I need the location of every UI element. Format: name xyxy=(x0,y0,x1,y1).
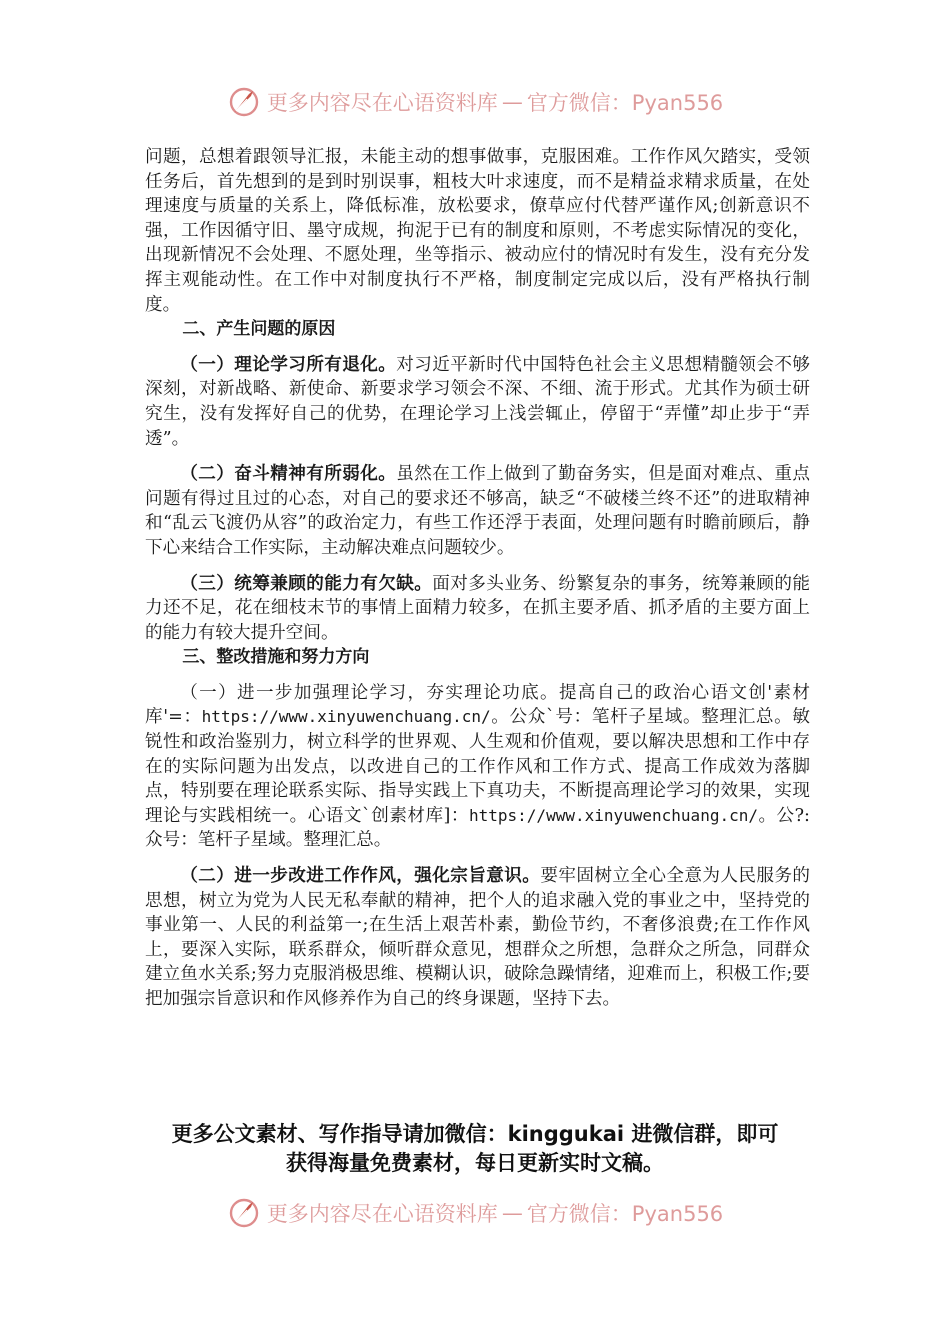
section-heading-measures: 三、整改措施和努力方向 xyxy=(182,647,370,668)
cause-3-body: 面对多头业务、纷繁复杂的事务，统筹兼顾的能力还不足，花在细枝末节的事情上面精力较多，在抓主要矛盾、抓矛盾的主要方面上的能力有较大提升空间。 xyxy=(145,573,810,643)
cause-1-title: （一）理论学习所有退化。 xyxy=(180,354,397,375)
watermark-dash: — xyxy=(501,1201,523,1225)
promo-line-2: 获得海量免费素材，每日更新实时文稿。 xyxy=(286,1151,664,1175)
paragraph-continued: 问题，总想着跟领导汇报，未能主动的想事做事，克服困难。工作作风欠踏实，受领任务后，首先想到的是到时别误事，粗枝大叶求速度，而不是精益求精求质量，在处理速度与质量的关系上，降低标准，放松要求，僚草应付代替严谨作风;创新意识不强，工作因循守旧、墨守成规，拘泥于已有的制度和原则，不考虑实际情况的变化，出现新情况不会处理、不愿处理，坐等指示、被动应付的情况时有发生，没有充分发挥主观能动性。在工作中对制度执行不严格，制度制定完成以后，没有严格执行制度。 xyxy=(145,147,810,315)
footer-watermark xyxy=(0,1193,950,1233)
measure-1-text-b: 。公众`号：笔杆子星域。整理汇总。敏锐性和政治鉴别力，树立科学的世界观、人生观和价值观，要以解决思想和工作中存在的实际问题为出发点，以改进自己的工作作风和工作方式、提高工作成效为落脚点，特别要在理论联系实际、指导实践上下真功夫，不断提高理论学习的效果，实现理论与实践相统一。心语文`创素材库]： xyxy=(145,707,810,826)
watermark-dash: — xyxy=(501,90,523,114)
promo-line-1: 更多公文素材、写作指导请加微信：kinggukai 进微信群，即可 xyxy=(171,1122,779,1146)
measure-1-text-c: 。公?:众号：笔杆子星域。整理汇总。 xyxy=(145,805,810,851)
watermark-left-text: 更多内容尽在心语资料库 xyxy=(266,91,498,115)
watermark-right-text: 官方微信：Pyan556 xyxy=(526,1202,724,1226)
cause-3-title: （三）统筹兼顾的能力有欠缺。 xyxy=(180,573,433,594)
paragraph-measure-2 xyxy=(145,864,810,1012)
watermark-left-text: 更多内容尽在心语资料库 xyxy=(266,1202,498,1226)
paragraph-cause-2 xyxy=(145,462,810,560)
paragraph-cause-3 xyxy=(145,572,810,646)
paragraph-cause-1 xyxy=(145,353,810,451)
paragraph-measure-1 xyxy=(145,681,810,853)
header-watermark xyxy=(0,82,950,122)
promo-banner xyxy=(0,1120,950,1178)
cause-2-body: 虽然在工作上做到了勤奋务实，但是面对难点、重点问题有得过且过的心态，对自己的要求还不够高，缺乏“不破楼兰终不还”的进取精神和“乱云飞渡仍从容”的政治定力，有些工作还浮于表面，处理问题有时瞻前顾后，静下心来结合工作实际，主动解决难点问题较少。 xyxy=(145,464,810,558)
cause-2-title: （二）奋斗精神有所弱化。 xyxy=(180,464,397,485)
watermark-right-text: 官方微信：Pyan556 xyxy=(526,91,724,115)
quill-logo-icon xyxy=(227,1196,261,1230)
section-heading-causes: 二、产生问题的原因 xyxy=(182,319,336,340)
measure-2-title: （二）进一步改进工作作风，强化宗旨意识。 xyxy=(180,866,541,887)
measure-1-link-2[interactable]: https://www.xinyuwenchuang.cn/ xyxy=(469,805,758,825)
cause-1-body: 对习近平新时代中国特色社会主义思想精髓领会不够深刻，对新战略、新使命、新要求学习领会不深、不细、流于形式。尤其作为硕士研究生，没有发挥好自己的优势，在理论学习上浅尝辄止，停留于“弄懂”却止步于“弄透”。 xyxy=(145,354,810,449)
measure-1-link-1[interactable]: https://www.xinyuwenchuang.cn/ xyxy=(201,707,491,727)
quill-logo-icon xyxy=(227,85,261,119)
measure-1-text-a: （一）进一步加强理论学习，夯实理论功底。提高自己的政治心语文创'素材库'=： xyxy=(145,682,810,728)
document-body xyxy=(145,145,810,1012)
measure-2-body: 要牢固树立全心全意为人民服务的思想，树立为党为人民无私奉献的精神，把个人的追求融入党的事业之中，坚持党的事业第一、人民的利益第一;在生活上艰苦朴素，勤俭节约，不奢侈浪费;在工作作风上，要深入实际，联系群众，倾听群众意见，想群众之所想，急群众之所急，同群众建立鱼水关系;努力克服消极思维、模糊认识，破除急躁情绪，迎难而上，积极工作;要把加强宗旨意识和作风修养作为自己的终身课题，坚持下去。 xyxy=(145,866,810,1009)
